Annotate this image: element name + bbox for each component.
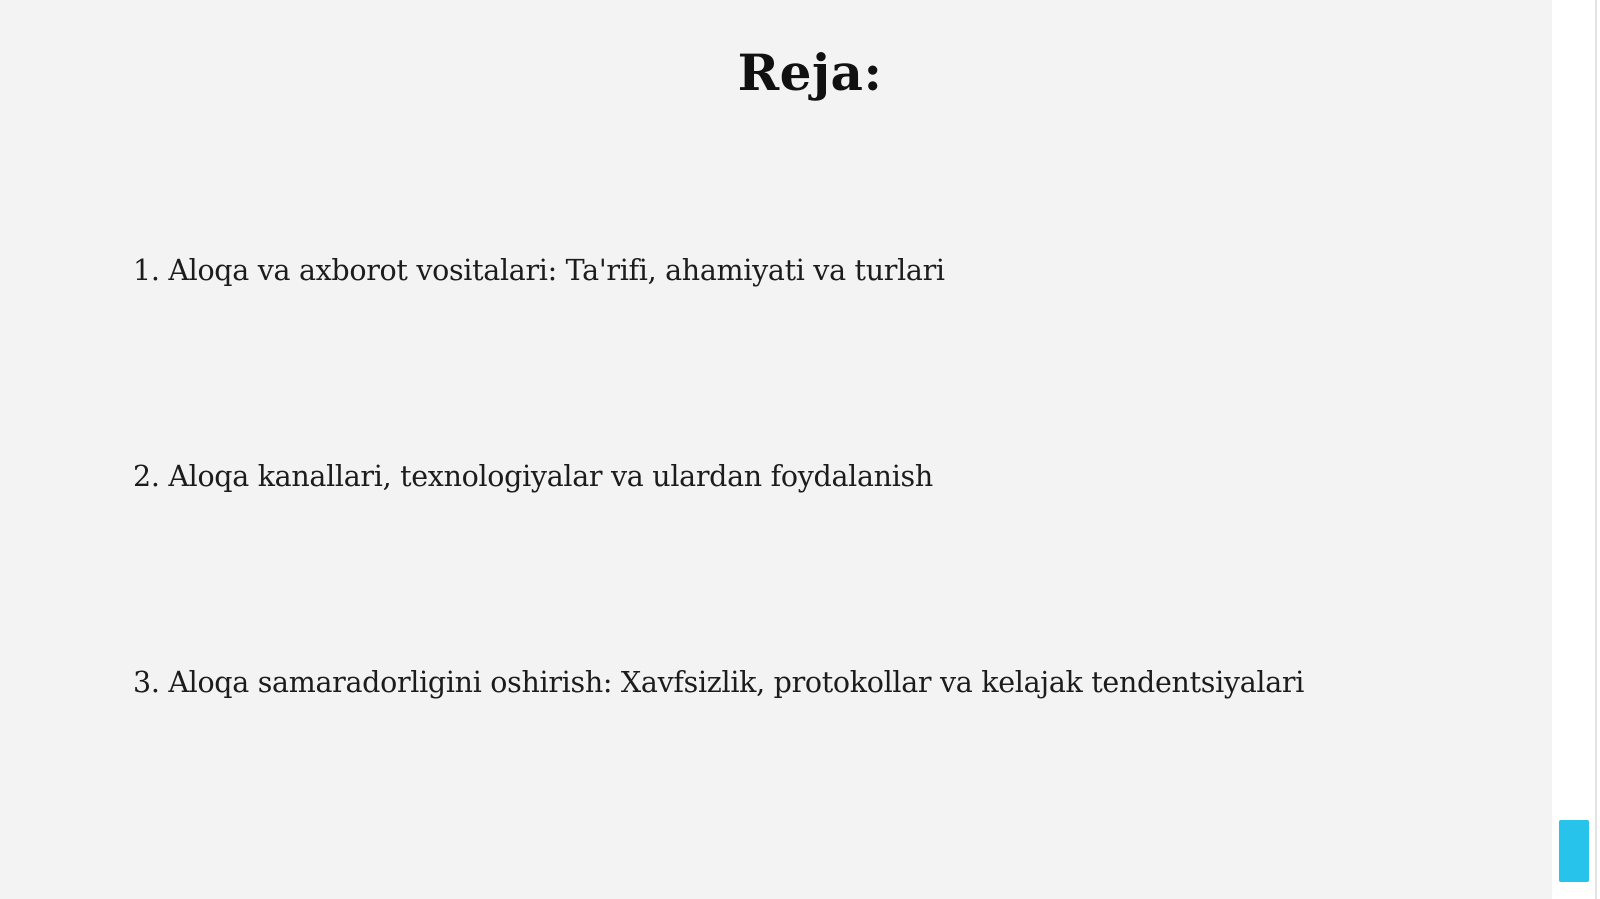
plan-item-1: 1. Aloqa va axborot vositalari: Ta'rifi, ahamiyati va turlari	[133, 254, 945, 287]
scroll-handle[interactable]	[1559, 820, 1589, 882]
rail-divider	[1595, 0, 1597, 899]
slide-title: Reja:	[737, 43, 883, 102]
plan-item-2: 2. Aloqa kanallari, texnologiyalar va ulardan foydalanish	[133, 460, 933, 493]
plan-item-3: 3. Aloqa samaradorligini oshirish: Xavfsizlik, protokollar va kelajak tendentsiyalari	[133, 666, 1305, 699]
right-rail	[1552, 0, 1600, 899]
